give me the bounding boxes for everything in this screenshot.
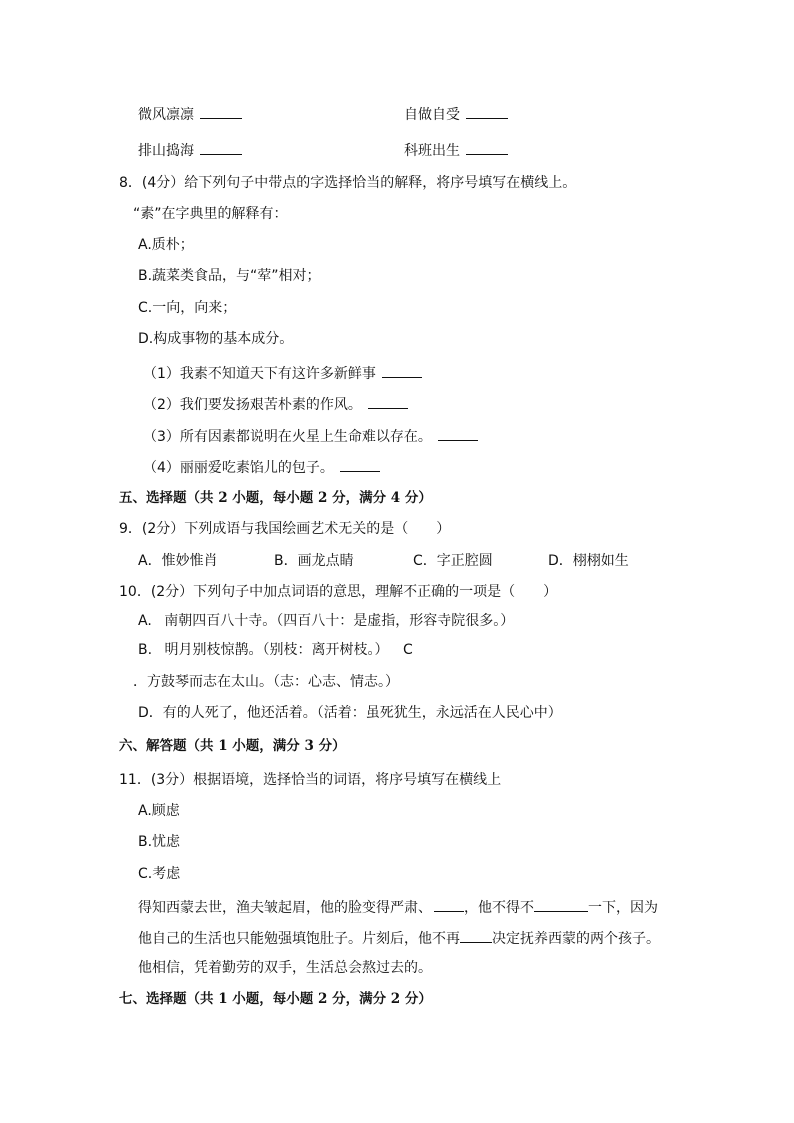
idiom-text: 微风凛凛 xyxy=(138,107,194,123)
q8-option-d: D.构成事物的基本成分。 xyxy=(138,331,294,347)
option-letter: B. xyxy=(138,642,153,658)
idiom-row-2 xyxy=(138,140,242,160)
q10-option-b[interactable] xyxy=(138,641,413,659)
q8-sentence-3 xyxy=(143,426,478,446)
option-sentence: 明月别枝惊鹊。 xyxy=(164,642,263,658)
idiom-row-2-right xyxy=(404,140,508,160)
section-6-heading: 六、解答题（共 1 小题，满分 3 分） xyxy=(119,738,346,754)
answer-blank[interactable] xyxy=(200,140,242,155)
q8-option-b: B.蔬菜类食品，与“荤”相对； xyxy=(138,268,321,284)
q10-option-c[interactable]: ．方鼓琴而志在太山。（志：心志、情志。） xyxy=(133,674,399,690)
q11-paragraph-line-3: 他相信，凭着勤劳的双手，生活总会熬过去的。 xyxy=(138,960,432,976)
q11-option-a: A.顾虑 xyxy=(138,803,180,819)
answer-blank[interactable] xyxy=(340,457,380,472)
q11-stem: 11．(3分）根据语境，选择恰当的词语，将序号填写在横线上 xyxy=(119,772,502,788)
q8-stem: 8．(4分）给下列句子中带点的字选择恰当的解释，将序号填写在横线上。 xyxy=(119,175,577,191)
q11-option-b: B.忧虑 xyxy=(138,834,181,850)
q11-paragraph-line-1 xyxy=(138,897,658,917)
paragraph-text: 一下，因为 xyxy=(588,900,658,916)
q9-option-d[interactable]: D．栩栩如生 xyxy=(548,553,629,569)
paragraph-text: 他自己的生活也只能勉强填饱肚子。片刻后，他不再 xyxy=(138,931,460,947)
option-sentence: 南朝四百八十寺。 xyxy=(164,613,277,629)
option-letter: A. xyxy=(138,613,152,629)
section-7-heading: 七、选择题（共 1 小题，每小题 2 分，满分 2 分） xyxy=(119,991,432,1007)
option-letter: C xyxy=(402,642,413,658)
paragraph-text: ，他不得不 xyxy=(464,900,534,916)
q10-stem: 10．(2分）下列句子中加点词语的意思，理解不正确的一项是（ ） xyxy=(119,584,558,600)
q9-option-b[interactable]: B．画龙点睛 xyxy=(274,553,354,569)
q8-sentence-2 xyxy=(143,394,408,414)
q9-option-a[interactable]: A．惟妙惟肖 xyxy=(138,553,218,569)
option-note: （四百八十：是虚指，形容寺院很多。） xyxy=(276,613,515,629)
answer-blank[interactable] xyxy=(200,104,242,119)
q8-sentence-1 xyxy=(143,363,422,383)
sentence-text: （3）所有因素都说明在火星上生命难以存在。 xyxy=(143,429,432,445)
q8-sentence-4 xyxy=(143,457,380,477)
q8-intro: “素”在字典里的解释有： xyxy=(133,206,288,222)
idiom-text: 排山捣海 xyxy=(138,143,194,159)
idiom-text: 科班出生 xyxy=(404,143,460,159)
q10-option-a[interactable] xyxy=(138,612,514,630)
idiom-row-1-right xyxy=(404,104,508,124)
q10-option-d[interactable]: D．有的人死了，他还活着。（活着：虽死犹生，永远活在人民心中） xyxy=(138,705,562,721)
q8-option-c: C.一向，向来； xyxy=(138,300,237,316)
answer-blank[interactable] xyxy=(382,363,422,378)
answer-blank[interactable] xyxy=(466,104,508,119)
idiom-row-1 xyxy=(138,104,242,124)
q9-option-c[interactable]: C．字正腔圆 xyxy=(413,553,493,569)
answer-blank[interactable] xyxy=(434,897,464,912)
option-note: （别枝：离开树枝。） xyxy=(262,642,389,658)
q11-option-c: C.考虑 xyxy=(138,866,181,882)
section-5-heading: 五、选择题（共 2 小题，每小题 2 分，满分 4 分） xyxy=(119,490,432,506)
answer-blank[interactable] xyxy=(466,140,508,155)
answer-blank[interactable] xyxy=(534,897,588,912)
q11-paragraph-line-2 xyxy=(138,928,660,948)
answer-blank[interactable] xyxy=(438,426,478,441)
sentence-text: （4）丽丽爱吃素馅儿的包子。 xyxy=(143,460,334,476)
idiom-text: 自做自受 xyxy=(404,107,460,123)
sentence-text: （2）我们要发扬艰苦朴素的作风。 xyxy=(143,397,362,413)
sentence-text: （1）我素不知道天下有这许多新鲜事 xyxy=(143,366,376,382)
paragraph-text: 得知西蒙去世，渔夫皱起眉，他的脸变得严肃、 xyxy=(138,900,432,916)
paragraph-text: 决定抚养西蒙的两个孩子。 xyxy=(492,931,660,947)
answer-blank[interactable] xyxy=(368,394,408,409)
q9-stem: 9．(2分）下列成语与我国绘画艺术无关的是（ ） xyxy=(119,521,451,537)
answer-blank[interactable] xyxy=(460,928,492,943)
q8-option-a: A.质朴； xyxy=(138,237,194,253)
